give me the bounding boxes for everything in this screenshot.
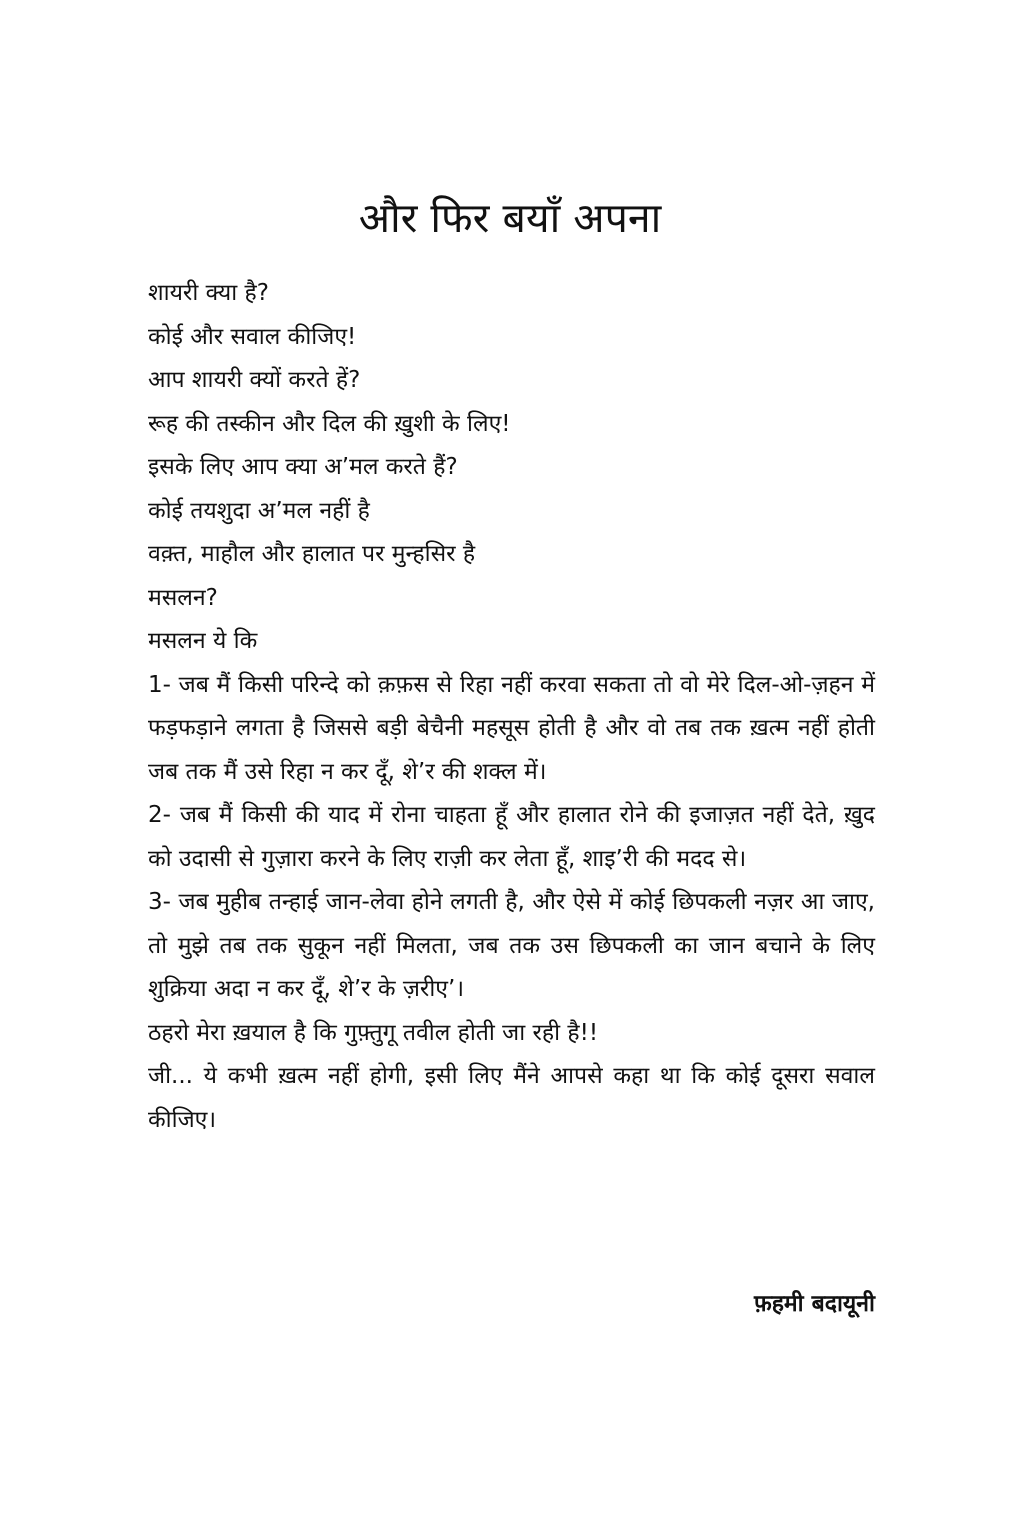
numbered-paragraph: 3- जब मुहीब तन्हाई जान-लेवा होने लगती है, और ऐसे में कोई छिपकली नज़र आ जाए, तो मुझे तब तक सुकून नहीं मिलता, जब तक उस छिपकली का जान बचाने के लिए शुक्रिया अदा न कर दूँ, शे’र के ज़रीए’। (148, 889, 875, 1002)
author-signature: फ़हमी बदायूनी (753, 1291, 875, 1317)
text-line: शायरी क्या है? (148, 280, 269, 306)
numbered-paragraph: 2- जब मैं किसी की याद में रोना चाहता हूँ और हालात रोने की इजाज़त नहीं देते, ख़ुद को उदासी से गुज़ारा करने के लिए राज़ी कर लेता हूँ, शाइ’री की मदद से। (148, 802, 875, 872)
page-title: और फिर बयाँ अपना (358, 194, 662, 242)
text-line: आप शायरी क्यों करते हें? (148, 367, 361, 393)
text-line: रूह की तस्कीन और दिल की ख़ुशी के लिए! (148, 410, 511, 437)
body-text (148, 272, 875, 1142)
numbered-paragraph: 1- जब मैं किसी परिन्दे को क़फ़स से रिहा नहीं करवा सकता तो वो मेरे दिल-ओ-ज़हन में फड़फड़ाने लगता है जिससे बड़ी बेचैनी महसूस होती है और वो तब तक ख़त्म नहीं होती जब तक मैं उसे रिहा न कर दूँ, शे’र की शक्ल में। (148, 671, 875, 785)
text-line: मसलन? (148, 584, 218, 611)
text-line: कोई और सवाल कीजिए! (148, 323, 357, 350)
text-line: इसके लिए आप क्या अ’मल करते हैं? (148, 454, 458, 480)
text-line: मसलन ये कि (148, 628, 258, 654)
closing-line: ठहरो मेरा ख़याल है कि गुफ़्तुगू तवील होती जा रही है!! (148, 1019, 599, 1046)
text-line: वक़्त, माहौल और हालात पर मुन्हसिर है (148, 541, 476, 567)
closing-line: जी... ये कभी ख़त्म नहीं होगी, इसी लिए मैंने आपसे कहा था कि कोई दूसरा सवाल कीजिए। (148, 1063, 875, 1133)
text-line: कोई तयशुदा अ’मल नहीं है (148, 497, 370, 524)
